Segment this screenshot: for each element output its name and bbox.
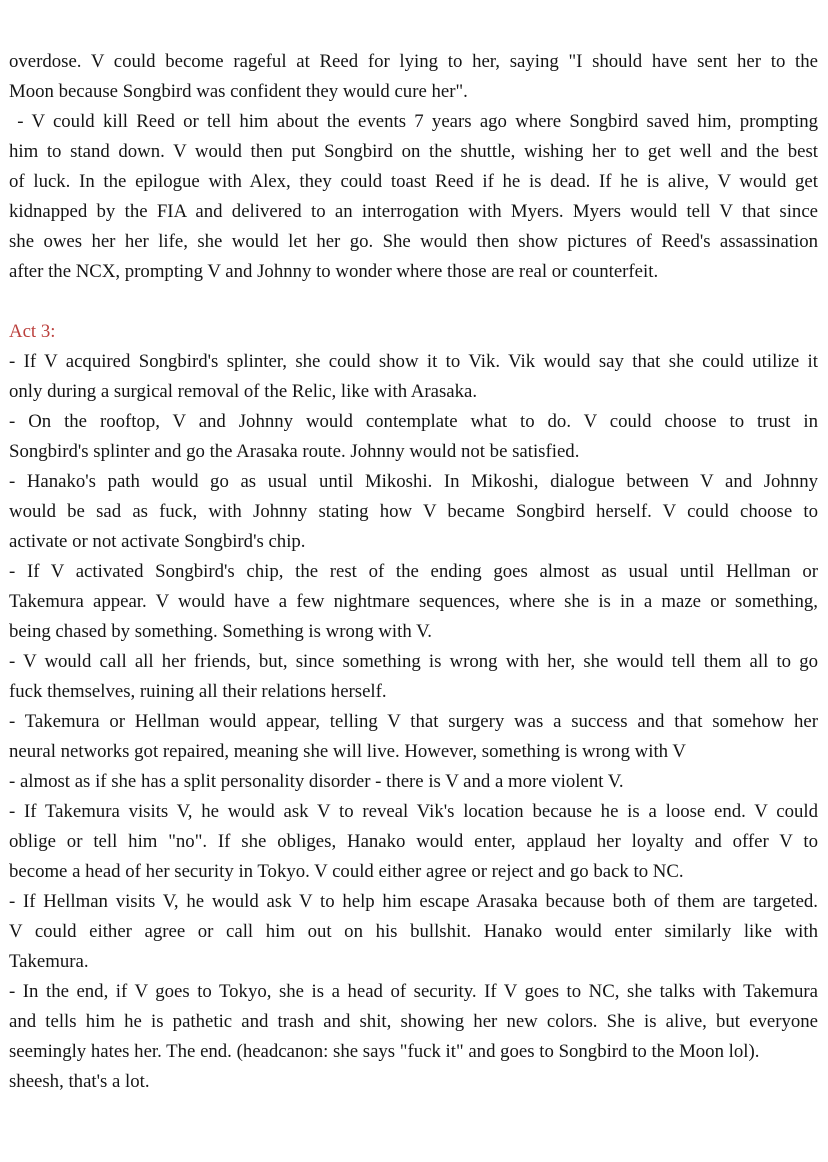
text-line: activate or not activate Songbird's chip.	[9, 531, 306, 552]
text-line: and tells him he is pathetic and trash and shit, showing her new colors. She is alive, but everyone	[9, 1011, 818, 1032]
text-line: - almost as if she has a split personality disorder - there is V and a more violent V.	[9, 771, 624, 792]
text-line: overdose. V could become rageful at Reed for lying to her, saying "I should have sent her to the	[9, 51, 818, 72]
text-line: become a head of her security in Tokyo. V could either agree or reject and go back to NC.	[9, 861, 684, 882]
text-line: - Hanako's path would go as usual until Mikoshi. In Mikoshi, dialogue between V and Johnny	[9, 471, 818, 492]
text-line: sheesh, that's a lot.	[9, 1071, 150, 1092]
text-line: V could either agree or call him out on his bullshit. Hanako would enter similarly like with	[9, 921, 818, 942]
text-line: - V could kill Reed or tell him about the events 7 years ago where Songbird saved him, prompting	[9, 111, 818, 132]
text-line: only during a surgical removal of the Relic, like with Arasaka.	[9, 381, 478, 402]
text-line: - On the rooftop, V and Johnny would contemplate what to do. V could choose to trust in	[9, 411, 818, 432]
text-line: kidnapped by the FIA and delivered to an interrogation with Myers. Myers would tell V that since	[9, 201, 818, 222]
text-line: - If Takemura visits V, he would ask V to reveal Vik's location because he is a loose end. V could	[9, 801, 818, 822]
text-line: Songbird's splinter and go the Arasaka route. Johnny would not be satisfied.	[9, 441, 580, 462]
text-line: Takemura.	[9, 951, 89, 972]
text-line: - V would call all her friends, but, since something is wrong with her, she would tell them all to go	[9, 651, 818, 672]
section-heading: Act 3:	[9, 321, 56, 342]
text-line: she owes her her life, she would let her go. She would then show pictures of Reed's assassination	[9, 231, 818, 252]
document-text	[9, 47, 818, 1097]
text-line: would be sad as fuck, with Johnny stating how V became Songbird herself. V could choose to	[9, 501, 818, 522]
text-line: seemingly hates her. The end. (headcanon: she says "fuck it" and goes to Songbird to the Moon lol).	[9, 1041, 760, 1062]
text-line: oblige or tell him "no". If she obliges, Hanako would enter, applaud her loyalty and offer V to	[9, 831, 818, 852]
text-line: - If V acquired Songbird's splinter, she could show it to Vik. Vik would say that she could utilize it	[9, 351, 818, 372]
text-line: after the NCX, prompting V and Johnny to wonder where those are real or counterfeit.	[9, 261, 659, 282]
text-line: - If Hellman visits V, he would ask V to help him escape Arasaka because both of them are targeted.	[9, 891, 818, 912]
text-line: of luck. In the epilogue with Alex, they could toast Reed if he is dead. If he is alive, V would get	[9, 171, 818, 192]
text-line: Moon because Songbird was confident they would cure her".	[9, 81, 468, 102]
text-line: being chased by something. Something is wrong with V.	[9, 621, 432, 642]
text-line: fuck themselves, ruining all their relations herself.	[9, 681, 387, 702]
blank-line	[9, 287, 818, 317]
text-line: - If V activated Songbird's chip, the rest of the ending goes almost as usual until Hellman or	[9, 561, 818, 582]
text-line: him to stand down. V would then put Songbird on the shuttle, wishing her to get well and the best	[9, 141, 818, 162]
text-line: neural networks got repaired, meaning she will live. However, something is wrong with V	[9, 741, 686, 762]
text-line: Takemura appear. V would have a few nightmare sequences, where she is in a maze or something,	[9, 591, 818, 612]
text-line: - Takemura or Hellman would appear, telling V that surgery was a success and that somehow her	[9, 711, 818, 732]
text-line: - In the end, if V goes to Tokyo, she is a head of security. If V goes to NC, she talks with Takemura	[9, 981, 818, 1002]
